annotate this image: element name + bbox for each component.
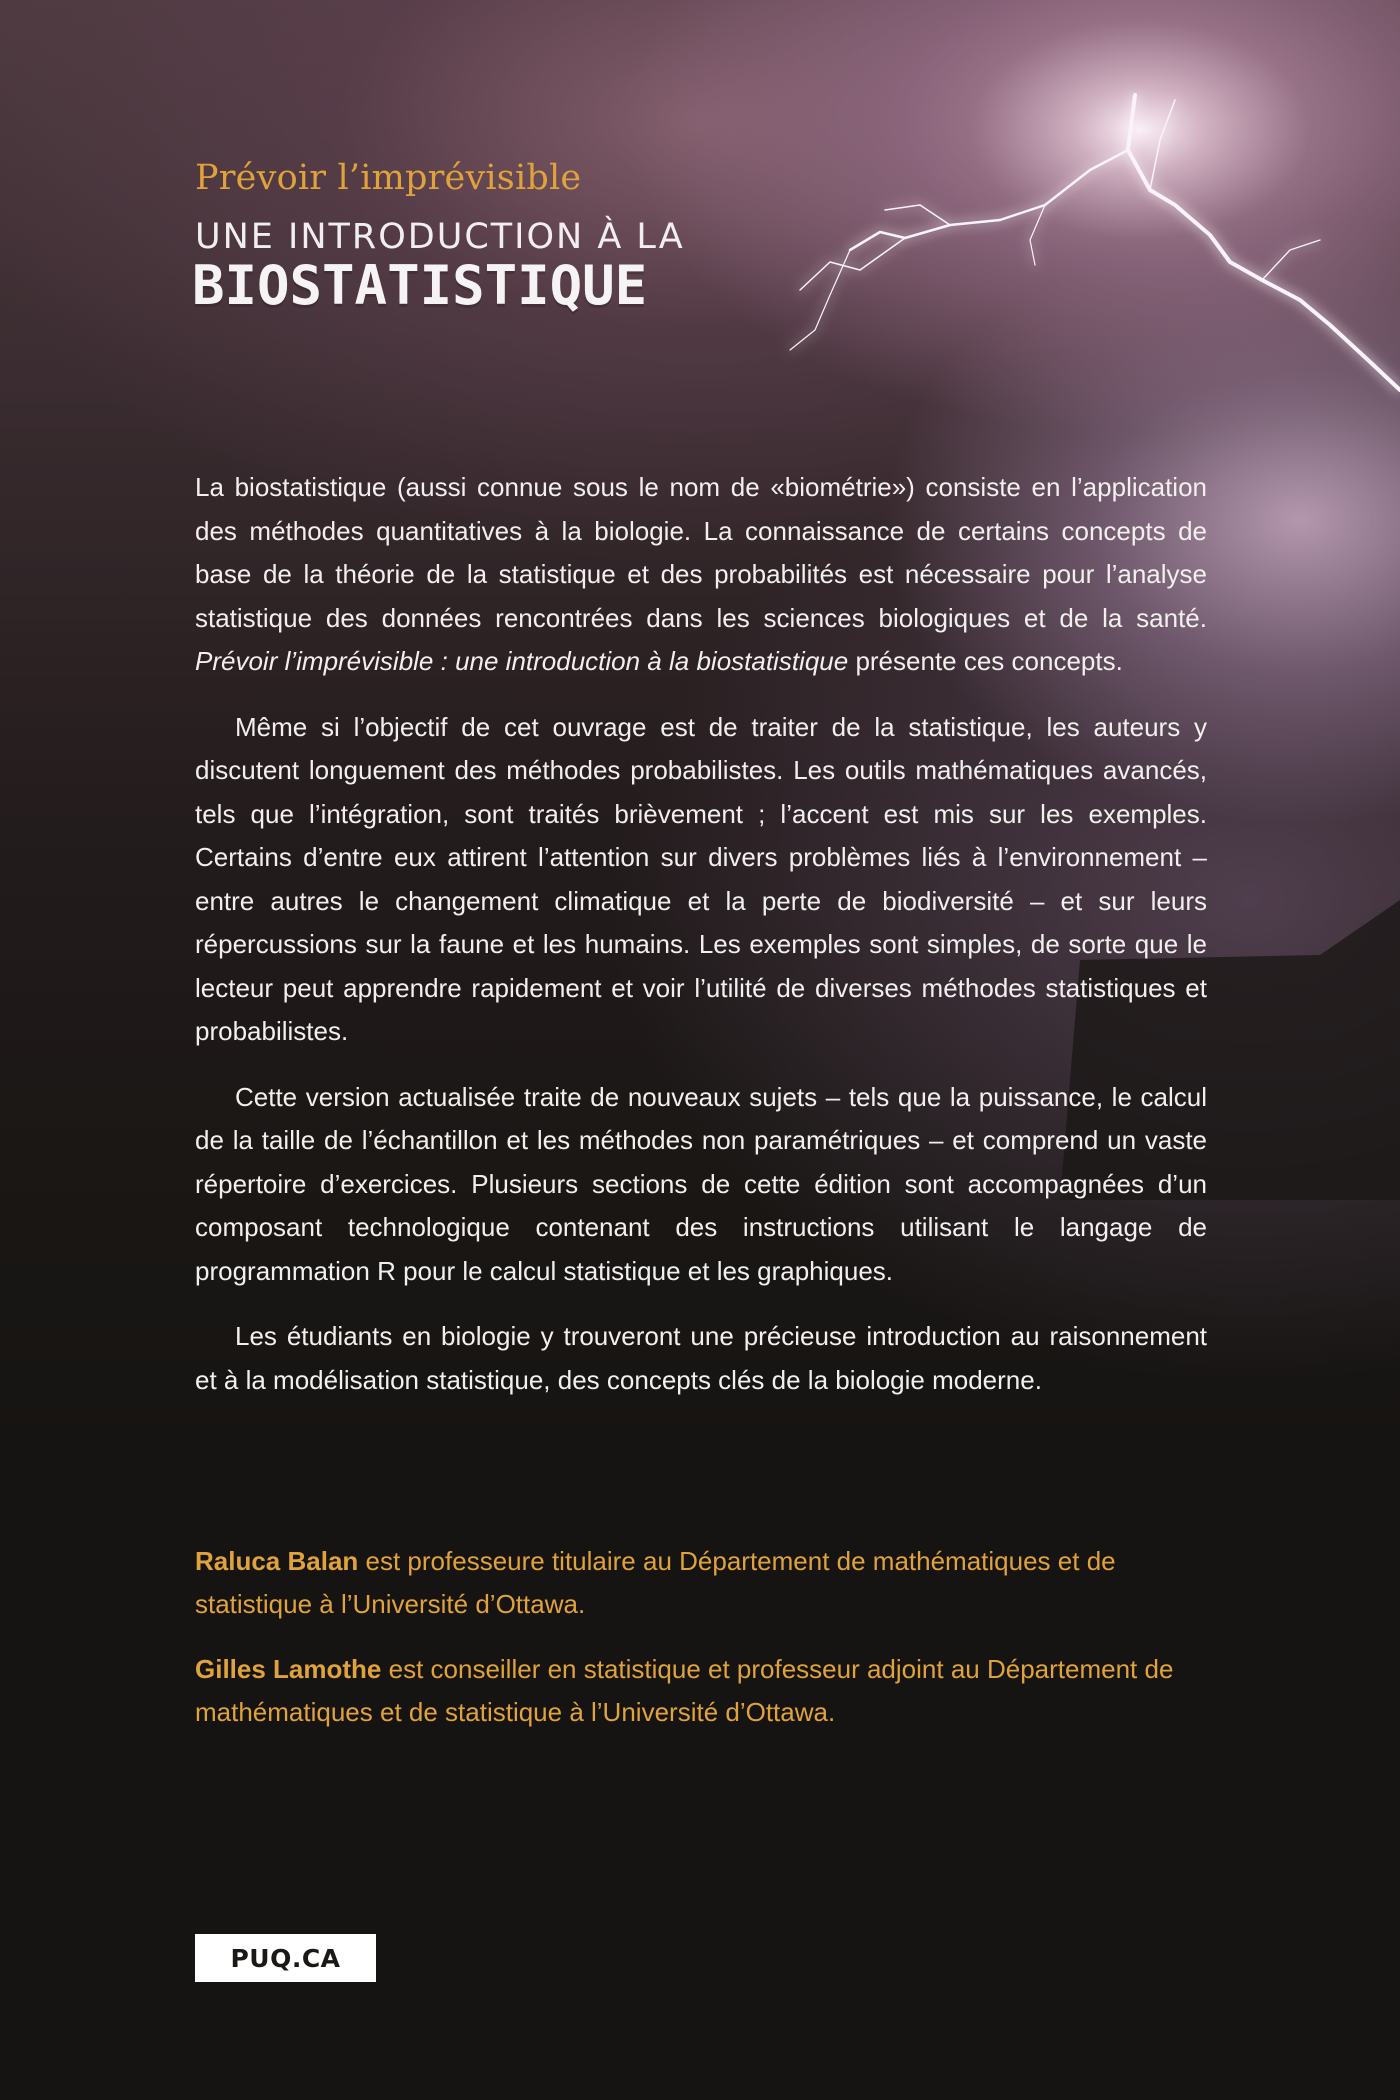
publisher-logo: PUQ.CA [195, 1934, 376, 1982]
description-paragraph-4: Les étudiants en biologie y trouveront une précieuse introduction au raisonnement et à la modélisation statistique, des concepts clés de la biologie moderne. [195, 1321, 1207, 1395]
book-title-italic: Prévoir l’imprévisible : une introduction à la biostatistique [195, 646, 849, 676]
description-paragraph-2: Même si l’objectif de cet ouvrage est de traiter de la statistique, les auteurs y discutent longuement des méthodes probabilistes. Les outils mathématiques avancés, tels que l’intégration, sont traités brièvement ; l’accent est mis sur les exemples. Certains d’entre eux attirent l’attention sur divers problèmes liés à l’environnement – entre autres le changement climatique et la perte de biodiversité – et sur leurs répercussions sur la faune et les humains. Les exemples sont simples, de sorte que le lecteur peut apprendre rapidement et voir l’utilité de diverses méthodes statistiques et probabilistes. [195, 711, 1207, 1046]
book-description [195, 466, 1207, 1424]
series-title: Prévoir l’imprévisible [195, 158, 582, 198]
author-bio: Raluca Balan est professeure titulaire au Département de mathématiques et de statistique à l’Université d’Ottawa. [195, 1546, 1116, 1619]
lightning-flash-glow [970, 20, 1310, 240]
author-name: Gilles Lamothe [195, 1654, 382, 1684]
author-name: Raluca Balan [195, 1546, 359, 1576]
description-paragraph-1: La biostatistique (aussi connue sous le nom de «biométrie») consiste en l’application des méthodes quantitatives à la biologie. La connaissance de certains concepts de base de la théorie de la statistique et des probabilités est nécessaire pour l’analyse statistique des données rencontrées dans les sciences biologiques et de la santé. Prévoir l’imprévisible : une introduction à la biostatistique présente ces concepts. [195, 472, 1207, 676]
description-paragraph-3: Cette version actualisée traite de nouveaux sujets – tels que la puissance, le calcul de la taille de l’échantillon et les méthodes non paramétriques – et comprend un vaste répertoire d’exercices. Plusieurs sections de cette édition sont accompagnées d’un composant technologique contenant des instructions utilisant le langage de programmation R pour le calcul statistique et les graphiques. [195, 1081, 1207, 1286]
author-bio: Gilles Lamothe est conseiller en statistique et professeur adjoint au Département de mathématiques et de statistique à l’Université d’Ottawa. [195, 1654, 1174, 1727]
subtitle: UNE INTRODUCTION À LA [195, 217, 685, 257]
title-block [192, 158, 685, 317]
author-bios [195, 1540, 1225, 1756]
book-title: BIOSTATISTIQUE [192, 254, 648, 317]
